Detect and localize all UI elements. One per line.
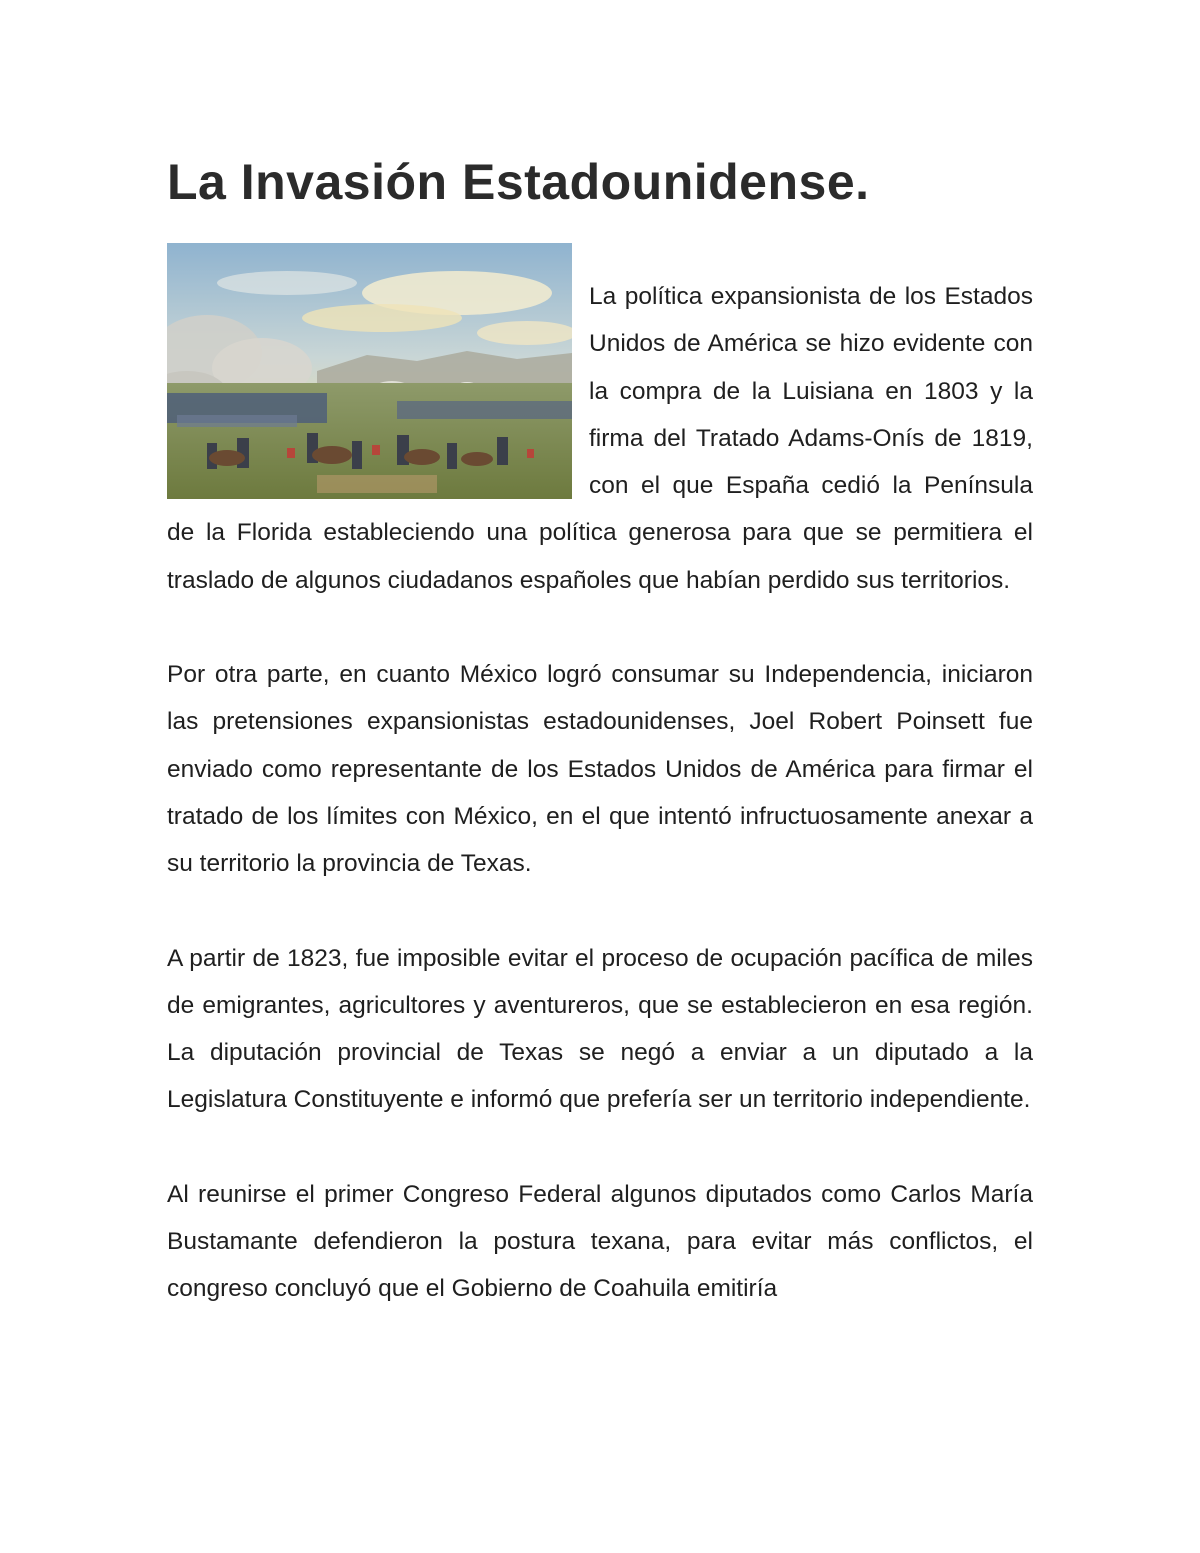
paragraph-1: La política expansionista de los Estados Unidos de América se hizo evidente con la compra de la Luisiana en 1803 y la firma del Tratado Adams-Onís de 1819, con el que España cedió la Península de la Florida estableciendo una política generosa para que se permitiera el traslado de algunos ciudadanos españoles que habían perdido sus territorios. [167,283,1033,594]
first-paragraph-block [167,243,1033,604]
paragraph-3: A partir de 1823, fue imposible evitar el proceso de ocupación pacífica de miles de emigrantes, agricultores y aventureros, que se establecieron en esa región. La diputación provincial de Texas se negó a enviar a un diputado a la Legislatura Constituyente e informó que prefería ser un territorio independiente. [167,944,1033,1114]
battle-painting-image [167,243,572,499]
document-page [167,150,1033,1313]
document-title: La Invasión Estadounidense. [167,154,870,210]
paragraph-2: Por otra parte, en cuanto México logró consumar su Independencia, iniciaron las pretensiones expansionistas estadounidenses, Joel Robert Poinsett fue enviado como representante de los Estados Unidos de América para firmar el tratado de los límites con México, en el que intentó infructuosamente anexar a su territorio la provincia de Texas. [167,661,1033,878]
paragraph-4: Al reunirse el primer Congreso Federal algunos diputados como Carlos María Bustamante defendieron la postura texana, para evitar más conflictos, el congreso concluyó que el Gobierno de Coahuila emitiría [167,1180,1033,1303]
